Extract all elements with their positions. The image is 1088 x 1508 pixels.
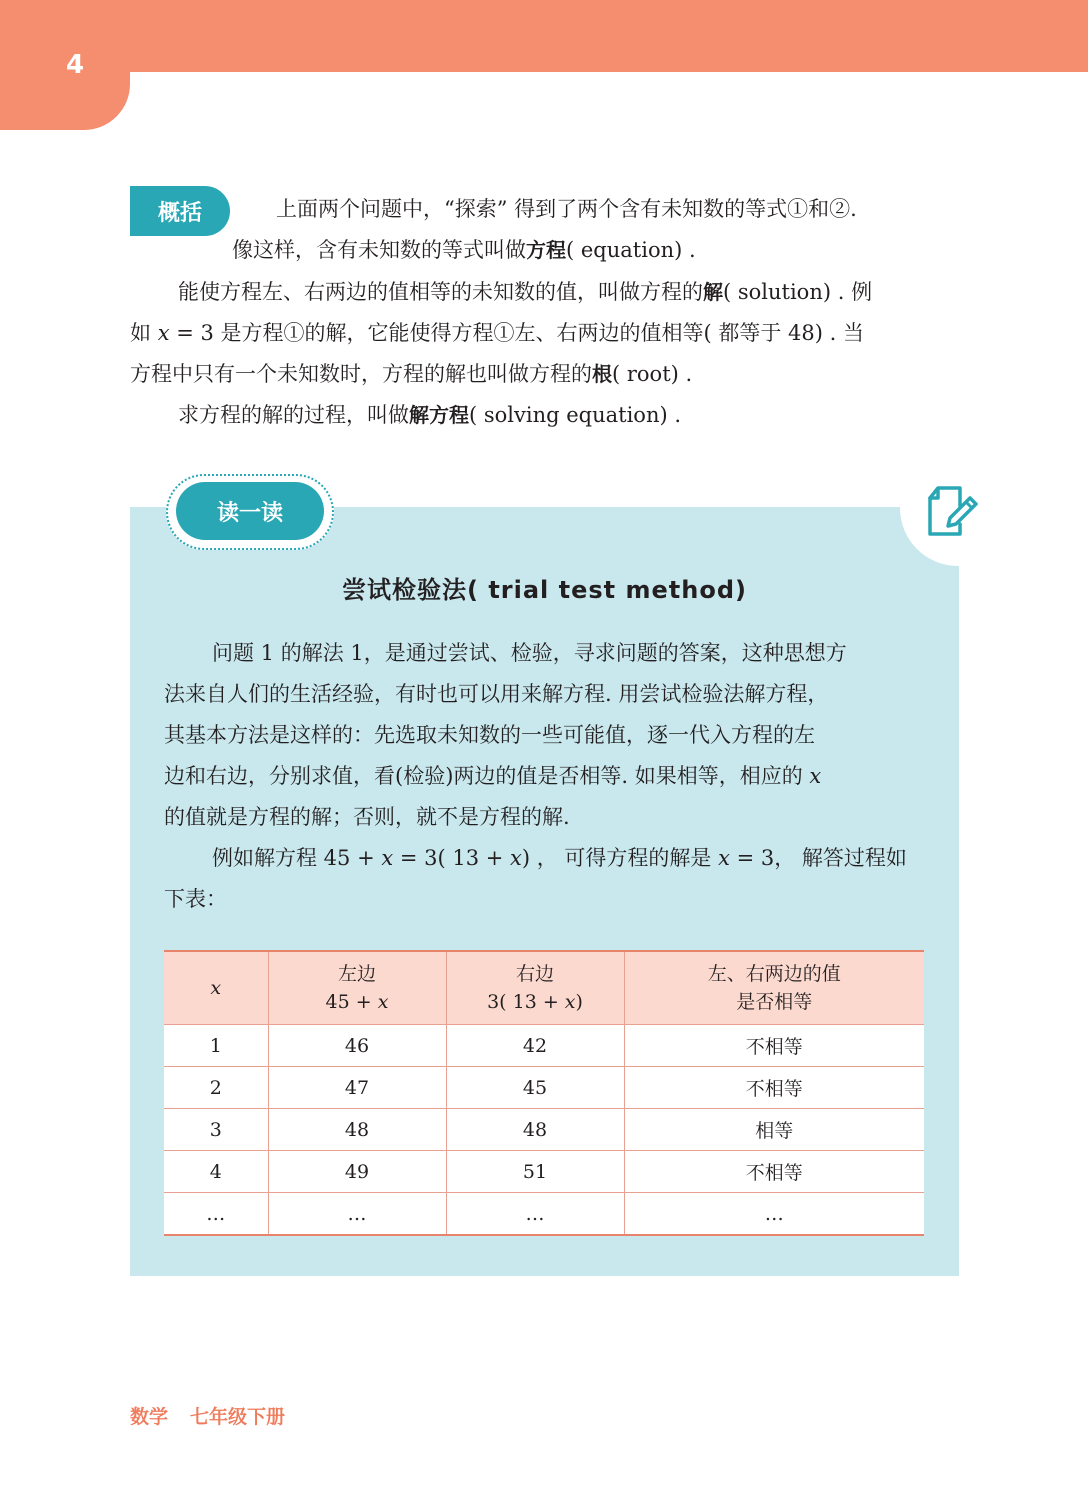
- page-number: 4: [66, 50, 85, 80]
- cell-right: 45: [446, 1067, 624, 1109]
- reading-line-4: 边和右边，分别求值，看(检验)两边的值是否相等. 如果相等，相应的 x: [164, 764, 822, 788]
- cell-left: …: [268, 1193, 446, 1236]
- table-row: [164, 1067, 924, 1109]
- cell-left: 46: [268, 1025, 446, 1067]
- reading-line-7: 下表：: [164, 887, 227, 911]
- reading-line-1: 问题 1 的解法 1，是通过尝试、检验，寻求问题的答案，这种思想方: [212, 641, 847, 665]
- term-root: 根: [592, 362, 612, 386]
- reading-badge: 读一读: [176, 482, 324, 540]
- reading-line-3: 其基本方法是这样的：先选取未知数的一些可能值，逐一代入方程的左: [164, 723, 815, 747]
- table-header-row: [164, 951, 924, 1025]
- cell-x: 4: [164, 1151, 268, 1193]
- cell-right: …: [446, 1193, 624, 1236]
- cell-equal: 不相等: [624, 1151, 924, 1193]
- edit-note-icon: [922, 484, 978, 540]
- summary-line-4: 如 x = 3 是方程①的解，它能使得方程①左、右两边的值相等( 都等于 48) . 当: [130, 321, 864, 345]
- summary-line-2: 像这样，含有未知数的等式叫做方程( equation) .: [232, 238, 696, 262]
- cell-left: 49: [268, 1151, 446, 1193]
- page-number-tab: [0, 0, 130, 130]
- table-row: [164, 1025, 924, 1067]
- summary-badge: 概括: [130, 186, 230, 236]
- reading-line-5: 的值就是方程的解；否则，就不是方程的解.: [164, 805, 570, 829]
- cell-equal: 相等: [624, 1109, 924, 1151]
- table-row: [164, 1151, 924, 1193]
- summary-line-5: 方程中只有一个未知数时，方程的解也叫做方程的根( root) .: [130, 362, 693, 386]
- term-equation: 方程: [526, 238, 566, 262]
- summary-line-6: 求方程的解的过程，叫做解方程( solving equation) .: [178, 403, 682, 427]
- header-x: x: [164, 951, 268, 1025]
- cell-right: 51: [446, 1151, 624, 1193]
- cell-equal: 不相等: [624, 1025, 924, 1067]
- header-right-side: 右边 3( 13 + x): [446, 951, 624, 1025]
- table-row: [164, 1109, 924, 1151]
- footer-subject: 数学: [130, 1406, 169, 1428]
- reading-line-2: 法来自人们的生活经验，有时也可以用来解方程. 用尝试检验法解方程，: [164, 682, 829, 706]
- cell-left: 48: [268, 1109, 446, 1151]
- trial-table: [164, 950, 924, 1236]
- cell-x: …: [164, 1193, 268, 1236]
- cell-x: 1: [164, 1025, 268, 1067]
- cell-equal: …: [624, 1193, 924, 1236]
- summary-line-3: 能使方程左、右两边的值相等的未知数的值，叫做方程的解( solution) . 例: [178, 280, 873, 304]
- top-banner: [0, 0, 1088, 72]
- term-solution: 解: [703, 280, 723, 304]
- cell-equal: 不相等: [624, 1067, 924, 1109]
- cell-left: 47: [268, 1067, 446, 1109]
- summary-line-1: 上面两个问题中，“探索” 得到了两个含有未知数的等式①和②.: [276, 197, 857, 221]
- cell-x: 2: [164, 1067, 268, 1109]
- cell-x: 3: [164, 1109, 268, 1151]
- cell-right: 42: [446, 1025, 624, 1067]
- cell-right: 48: [446, 1109, 624, 1151]
- header-equal: 左、右两边的值 是否相等: [624, 951, 924, 1025]
- footer: [130, 1402, 285, 1429]
- term-solving-equation: 解方程: [409, 403, 469, 427]
- reading-line-6: 例如解方程 45 + x = 3( 13 + x) ， 可得方程的解是 x = 3， 解答过程如: [212, 846, 907, 870]
- footer-grade: 七年级下册: [190, 1406, 286, 1428]
- reading-title: 尝试检验法( trial test method): [342, 576, 747, 604]
- table-row: [164, 1193, 924, 1236]
- header-left-side: 左边 45 + x: [268, 951, 446, 1025]
